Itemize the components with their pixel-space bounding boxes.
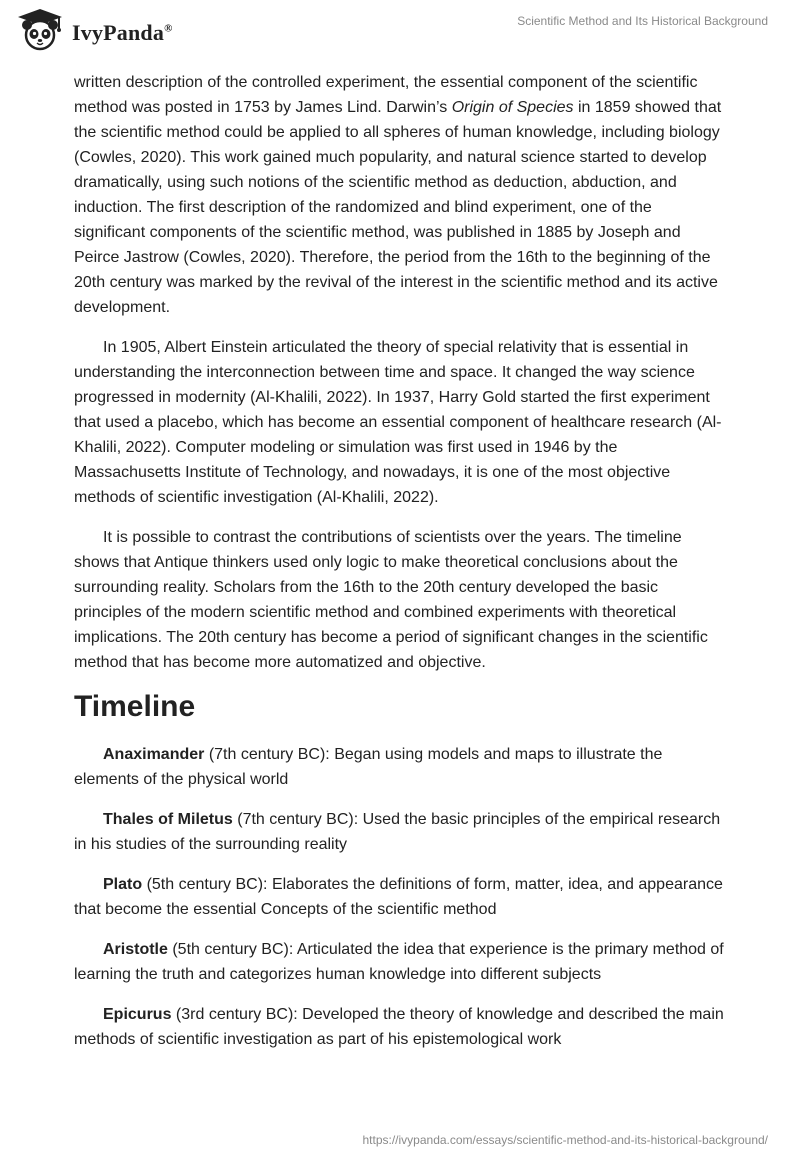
logo-text: IvyPanda® xyxy=(72,19,173,45)
essay-content xyxy=(74,70,726,1067)
timeline-item-name: Aristotle xyxy=(103,941,168,958)
document-title: Scientific Method and Its Historical Background xyxy=(517,14,768,28)
paragraph-2: In 1905, Albert Einstein articulated the theory of special relativity that is essential in understanding the interconnection between time and space. It changed the way science progressed in modernity (Al-Khalili, 2022). In 1937, Harry Gold started the first experiment that used a placebo, which has become an essential component of healthcare research (Al-Khalili, 2022). Computer modeling or simulation was first used in 1946 by the Massachusetts Institute of Technology, and nowadays, it is one of the most objective methods of scientific investigation (Al-Khalili, 2022). xyxy=(74,339,722,506)
section-heading: Timeline xyxy=(74,690,196,723)
timeline-item: Epicurus (3rd century BC): Developed the theory of knowledge and described the main methods of scientific investigation as part of his epistemological work xyxy=(74,1006,724,1048)
panda-logo-icon xyxy=(14,8,66,57)
timeline-item: Plato (5th century BC): Elaborates the definitions of form, matter, idea, and appearance that become the essential Concepts of the scientific method xyxy=(74,876,723,918)
timeline-item: Thales of Miletus (7th century BC): Used the basic principles of the empirical research in his studies of the surrounding reality xyxy=(74,811,721,853)
timeline-item: Aristotle (5th century BC): Articulated the idea that experience is the primary method of learning the truth and categorizes human knowledge into different subjects xyxy=(74,941,724,983)
timeline-item: Anaximander (7th century BC): Began using models and maps to illustrate the elements of the physical world xyxy=(74,746,663,788)
paragraph-3: It is possible to contrast the contributions of scientists over the years. The timeline shows that Antique thinkers used only logic to make theoretical conclusions about the surrounding reality. Scholars from the 16th to the 20th century developed the basic principles of the modern scientific method and combined experiments with theoretical implications. The 20th century has become a period of significant changes in the scientific method that has become more automatized and objective. xyxy=(74,529,708,671)
timeline-item-name: Plato xyxy=(103,876,143,893)
logo[interactable] xyxy=(14,8,173,57)
page-header xyxy=(0,0,800,60)
timeline-item-name: Anaximander xyxy=(103,746,205,763)
book-title: Origin of Species xyxy=(451,99,574,116)
source-url[interactable]: https://ivypanda.com/essays/scientific-method-and-its-historical-background/ xyxy=(362,1133,768,1147)
paragraph-1: written description of the controlled experiment, the essential component of the scientific method was posted in 1753 by James Lind. Darwin’s Origin of Species in 1859 showed that the scientific method could be applied to all spheres of human knowledge, including biology (Cowles, 2020). This work gained much popularity, and natural science started to develop dramatically, using such notions of the scientific method as deduction, abduction, and induction. The first description of the randomized and blind experiment, one of the significant components of the scientific method, was published in 1885 by Joseph and Peirce Jastrow (Cowles, 2020). Therefore, the period from the 16th to the beginning of the 20th century was marked by the revival of the interest in the scientific method and its active development. xyxy=(74,74,722,316)
timeline-item-name: Thales of Miletus xyxy=(103,811,233,828)
timeline-item-name: Epicurus xyxy=(103,1006,172,1023)
